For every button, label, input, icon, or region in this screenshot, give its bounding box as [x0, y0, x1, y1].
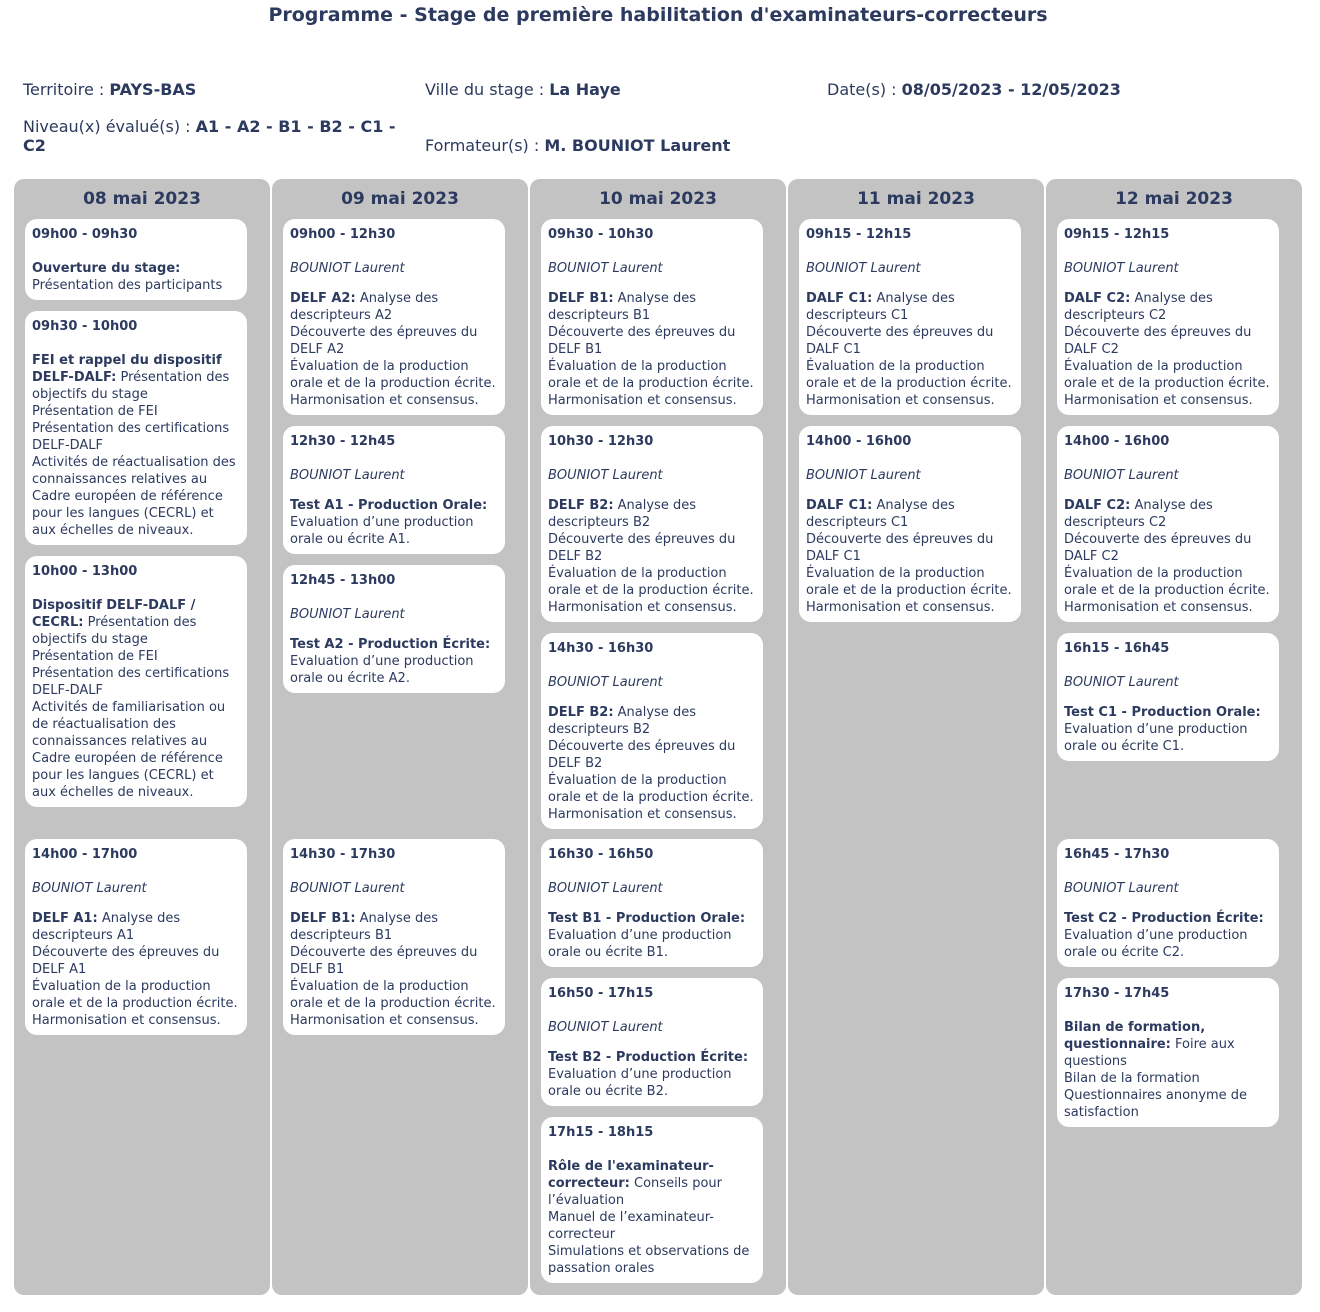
session-line: Présentation de FEI [32, 404, 158, 419]
session-body [548, 497, 756, 616]
session-line: Evaluation d’une production orale ou écrite C2. [1064, 928, 1248, 960]
session-body [806, 497, 1014, 616]
session-title: Test B2 - Production Écrite: [548, 1050, 749, 1065]
session-line: Evaluation d’une production orale ou écrite C1. [1064, 722, 1248, 754]
formateur-value: M. BOUNIOT Laurent [544, 136, 731, 155]
dates-value: 08/05/2023 - 12/05/2023 [901, 80, 1121, 99]
session-title: Test A2 - Production Écrite: [290, 637, 491, 652]
session-title: DALF C2: [1064, 498, 1131, 513]
session-line: Évaluation de la production orale et de la production écrite. [290, 979, 496, 1011]
session-body [1064, 704, 1272, 755]
session-body [548, 704, 756, 823]
session-line: Analyse des descripteurs C1 [806, 498, 955, 530]
session-line: Harmonisation et consensus. [290, 1013, 479, 1028]
session-trainer: BOUNIOT Laurent [806, 261, 921, 276]
session-line: Évaluation de la production orale et de la production écrite. [290, 359, 496, 391]
session-card [25, 839, 247, 1035]
session-title: Bilan de formation, questionnaire: [1064, 1020, 1206, 1052]
session-body [32, 597, 240, 801]
session-line: Bilan de la formation [1064, 1071, 1200, 1086]
session-line: Présentation des certifications DELF-DALF [32, 666, 230, 698]
session-card [1057, 978, 1279, 1127]
day-header: 10 mai 2023 [599, 189, 717, 209]
session-line: Analyse des descripteurs B1 [548, 291, 696, 323]
session-time: 14h00 - 16h00 [1064, 434, 1170, 449]
session-body [806, 290, 1014, 409]
session-card [25, 556, 247, 807]
session-card [1057, 219, 1279, 415]
session-time: 09h00 - 12h30 [290, 227, 396, 242]
session-trainer: BOUNIOT Laurent [548, 468, 663, 483]
session-time: 09h30 - 10h00 [32, 319, 138, 334]
day-header: 09 mai 2023 [341, 189, 459, 209]
session-card [541, 426, 763, 622]
session-line: Analyse des descripteurs A2 [290, 291, 439, 323]
session-time: 09h00 - 09h30 [32, 227, 138, 242]
session-body [1064, 910, 1272, 961]
session-line: Harmonisation et consensus. [1064, 600, 1253, 615]
session-line: Découverte des épreuves du DALF C2 [1064, 325, 1252, 357]
session-body [32, 260, 240, 294]
session-line: Découverte des épreuves du DELF A2 [290, 325, 478, 357]
session-line: Évaluation de la production orale et de la production écrite. [548, 773, 754, 805]
session-line: Évaluation de la production orale et de la production écrite. [32, 979, 238, 1011]
session-line: Analyse des descripteurs A1 [32, 911, 181, 943]
formateur-label: Formateur(s) : [425, 136, 545, 155]
session-card [799, 219, 1021, 415]
session-title: Dispositif DELF-DALF / CECRL: [32, 598, 196, 630]
session-time: 09h30 - 10h30 [548, 227, 654, 242]
day-column-1 [14, 179, 270, 1295]
session-time: 12h45 - 13h00 [290, 573, 396, 588]
session-line: Analyse des descripteurs C2 [1064, 498, 1213, 530]
session-line: Evaluation d’une production orale ou écrite B1. [548, 928, 732, 960]
info-ville [425, 80, 621, 99]
session-time: 17h15 - 18h15 [548, 1125, 654, 1140]
day-column-4 [788, 179, 1044, 1295]
session-line: Evaluation d’une production orale ou écrite A2. [290, 654, 474, 686]
day-header: 08 mai 2023 [83, 189, 201, 209]
session-title: FEI et rappel du dispositif DELF-DALF: [32, 353, 222, 385]
session-line: Harmonisation et consensus. [548, 807, 737, 822]
session-line: Analyse des descripteurs B1 [290, 911, 438, 943]
session-card [283, 565, 505, 693]
session-line: Évaluation de la production orale et de la production écrite. [548, 566, 754, 598]
ville-label: Ville du stage : [425, 80, 550, 99]
session-line: Présentation des objectifs du stage [32, 370, 230, 402]
session-card [283, 426, 505, 554]
session-time: 10h00 - 13h00 [32, 564, 138, 579]
session-title: DALF C1: [806, 291, 873, 306]
session-time: 14h00 - 16h00 [806, 434, 912, 449]
info-dates [827, 80, 1121, 99]
session-trainer: BOUNIOT Laurent [32, 881, 147, 896]
session-line: Découverte des épreuves du DELF B1 [548, 325, 736, 357]
session-line: Découverte des épreuves du DELF B1 [290, 945, 478, 977]
session-line: Conseils pour l’évaluation [548, 1176, 722, 1208]
session-card [1057, 426, 1279, 622]
session-title: Ouverture du stage: [32, 261, 181, 276]
session-body [548, 1049, 756, 1100]
session-card [541, 978, 763, 1106]
session-line: Découverte des épreuves du DALF C1 [806, 325, 994, 357]
session-body [1064, 290, 1272, 409]
session-title: DELF B1: [290, 911, 356, 926]
session-line: Découverte des épreuves du DELF A1 [32, 945, 220, 977]
session-card [283, 219, 505, 415]
session-line: Évaluation de la production orale et de la production écrite. [806, 566, 1012, 598]
territoire-value: PAYS-BAS [109, 80, 197, 99]
session-trainer: BOUNIOT Laurent [548, 881, 663, 896]
session-trainer: BOUNIOT Laurent [290, 607, 405, 622]
session-body [290, 910, 498, 1029]
niveaux-value: A1 - A2 - B1 - B2 - C1 - C2 [23, 117, 396, 155]
session-title: DELF B2: [548, 498, 614, 513]
session-title: Test A1 - Production Orale: [290, 498, 488, 513]
session-title: Test B1 - Production Orale: [548, 911, 746, 926]
day-column-3 [530, 179, 786, 1295]
session-line: Analyse des descripteurs B2 [548, 705, 696, 737]
session-time: 09h15 - 12h15 [806, 227, 912, 242]
session-line: Harmonisation et consensus. [32, 1013, 221, 1028]
page-title: Programme - Stage de première habilitation d'examinateurs-correcteurs [268, 4, 1048, 26]
session-line: Évaluation de la production orale et de la production écrite. [806, 359, 1012, 391]
session-card [283, 839, 505, 1035]
session-body [290, 636, 498, 687]
session-trainer: BOUNIOT Laurent [290, 261, 405, 276]
session-body [290, 290, 498, 409]
session-title: DALF C2: [1064, 291, 1131, 306]
session-trainer: BOUNIOT Laurent [1064, 468, 1179, 483]
session-line: Simulations et observations de passation orales [548, 1244, 750, 1276]
session-trainer: BOUNIOT Laurent [1064, 261, 1179, 276]
session-body [548, 1158, 756, 1277]
session-title: DELF B1: [548, 291, 614, 306]
info-formateur [425, 136, 730, 155]
session-line: Analyse des descripteurs B2 [548, 498, 696, 530]
session-line: Découverte des épreuves du DALF C1 [806, 532, 994, 564]
session-card [25, 311, 247, 545]
session-card [1057, 633, 1279, 761]
session-line: Harmonisation et consensus. [1064, 393, 1253, 408]
session-time: 12h30 - 12h45 [290, 434, 396, 449]
session-time: 10h30 - 12h30 [548, 434, 654, 449]
session-line: Activités de familiarisation ou de réactualisation des connaissances relatives au Cadre européen de référence pour les langues (CECRL) et aux échelles de niveaux. [32, 700, 226, 800]
session-body [548, 290, 756, 409]
session-body [32, 910, 240, 1029]
session-line: Découverte des épreuves du DELF B2 [548, 532, 736, 564]
session-body [290, 497, 498, 548]
session-trainer: BOUNIOT Laurent [548, 1020, 663, 1035]
session-time: 16h30 - 16h50 [548, 847, 654, 862]
session-line: Harmonisation et consensus. [290, 393, 479, 408]
session-time: 17h30 - 17h45 [1064, 986, 1170, 1001]
day-column-5 [1046, 179, 1302, 1295]
session-line: Évaluation de la production orale et de la production écrite. [1064, 359, 1270, 391]
session-title: DELF B2: [548, 705, 614, 720]
session-card [799, 426, 1021, 622]
day-header: 11 mai 2023 [857, 189, 975, 209]
session-line: Harmonisation et consensus. [806, 393, 995, 408]
session-title: Test C1 - Production Orale: [1064, 705, 1261, 720]
session-line: Evaluation d’une production orale ou écrite B2. [548, 1067, 732, 1099]
session-time: 16h45 - 17h30 [1064, 847, 1170, 862]
session-card [541, 219, 763, 415]
session-card [541, 633, 763, 829]
session-line: Harmonisation et consensus. [548, 600, 737, 615]
session-body [548, 910, 756, 961]
session-title: DALF C1: [806, 498, 873, 513]
session-card [541, 839, 763, 967]
day-column-2 [272, 179, 528, 1295]
session-line: Présentation des objectifs du stage [32, 615, 197, 647]
session-line: Foire aux questions [1064, 1037, 1235, 1069]
session-trainer: BOUNIOT Laurent [548, 261, 663, 276]
session-line: Évaluation de la production orale et de la production écrite. [548, 359, 754, 391]
session-time: 09h15 - 12h15 [1064, 227, 1170, 242]
session-line: Présentation des participants [32, 278, 223, 293]
day-header: 12 mai 2023 [1115, 189, 1233, 209]
niveaux-label: Niveau(x) évalué(s) : [23, 117, 196, 136]
session-trainer: BOUNIOT Laurent [1064, 881, 1179, 896]
session-line: Découverte des épreuves du DALF C2 [1064, 532, 1252, 564]
session-body [1064, 1019, 1272, 1121]
session-title: Test C2 - Production Écrite: [1064, 911, 1264, 926]
session-time: 16h50 - 17h15 [548, 986, 654, 1001]
session-line: Activités de réactualisation des connaissances relatives au Cadre européen de référence pour les langues (CECRL) et aux échelles de niveaux. [32, 455, 236, 538]
session-line: Découverte des épreuves du DELF B2 [548, 739, 736, 771]
session-trainer: BOUNIOT Laurent [290, 468, 405, 483]
session-trainer: BOUNIOT Laurent [806, 468, 921, 483]
session-title: Rôle de l'examinateur-correcteur: [548, 1159, 714, 1191]
session-line: Évaluation de la production orale et de la production écrite. [1064, 566, 1270, 598]
session-line: Evaluation d’une production orale ou écrite A1. [290, 515, 474, 547]
dates-label: Date(s) : [827, 80, 902, 99]
session-line: Présentation de FEI [32, 649, 158, 664]
session-trainer: BOUNIOT Laurent [290, 881, 405, 896]
session-body [32, 352, 240, 539]
session-line: Analyse des descripteurs C2 [1064, 291, 1213, 323]
session-card [25, 219, 247, 300]
session-line: Harmonisation et consensus. [806, 600, 995, 615]
session-body [1064, 497, 1272, 616]
ville-value: La Haye [549, 80, 621, 99]
session-time: 14h30 - 16h30 [548, 641, 654, 656]
session-title: DELF A1: [32, 911, 98, 926]
session-card [1057, 839, 1279, 967]
session-trainer: BOUNIOT Laurent [1064, 675, 1179, 690]
session-title: DELF A2: [290, 291, 356, 306]
territoire-label: Territoire : [23, 80, 110, 99]
session-card [541, 1117, 763, 1283]
session-line: Analyse des descripteurs C1 [806, 291, 955, 323]
info-niveaux [23, 117, 408, 155]
session-time: 14h00 - 17h00 [32, 847, 138, 862]
session-line: Présentation des certifications DELF-DALF [32, 421, 230, 453]
session-trainer: BOUNIOT Laurent [548, 675, 663, 690]
session-time: 16h15 - 16h45 [1064, 641, 1170, 656]
session-line: Questionnaires anonyme de satisfaction [1064, 1088, 1248, 1120]
info-territoire [23, 80, 196, 99]
session-time: 14h30 - 17h30 [290, 847, 396, 862]
session-line: Manuel de l’examinateur-correcteur [548, 1210, 714, 1242]
session-line: Harmonisation et consensus. [548, 393, 737, 408]
